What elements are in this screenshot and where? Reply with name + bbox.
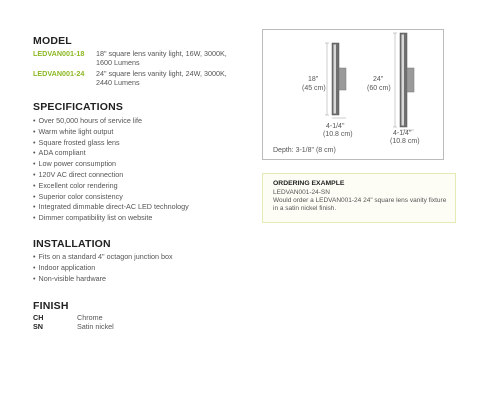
large-width-label: 4-1/4" xyxy=(393,130,412,137)
model-description-line: 2440 Lumens xyxy=(96,77,140,87)
finish-row xyxy=(33,322,153,332)
installation-item: • Non-visible hardware xyxy=(33,274,173,285)
finish-code: SN xyxy=(33,322,43,331)
model-description-line: 24" square lens vanity light, 24W, 3000K, xyxy=(96,69,227,78)
finish-heading: FINISH xyxy=(33,300,69,312)
model-heading: MODEL xyxy=(33,35,72,47)
spec-item: • Superior color consistency xyxy=(33,192,189,203)
model-code: LEDVAN001-24 xyxy=(33,69,85,78)
small-height-cm-label: (45 cm) xyxy=(302,85,326,92)
installation-item: • Fits on a standard 4" octagon junction box xyxy=(33,252,173,263)
model-code: LEDVAN001-18 xyxy=(33,49,85,58)
spec-item: • Warm white light output xyxy=(33,127,189,138)
ordering-example-code: LEDVAN001-24-SN xyxy=(273,189,330,196)
dimension-diagram xyxy=(262,29,444,160)
spec-item: • Over 50,000 hours of service life xyxy=(33,116,189,127)
installation-item: • Indoor application xyxy=(33,263,173,274)
model-row xyxy=(33,70,253,90)
spec-item: • ADA compliant xyxy=(33,148,189,159)
spec-item: • Dimmer compatibility list on website xyxy=(33,213,189,224)
model-row xyxy=(33,50,253,70)
installation-list xyxy=(33,252,173,284)
spec-item: • Integrated dimmable direct-AC LED technology xyxy=(33,202,189,213)
specifications-heading: SPECIFICATIONS xyxy=(33,101,124,113)
installation-heading: INSTALLATION xyxy=(33,238,111,250)
large-height-label: 24" xyxy=(373,76,384,83)
dimension-drawing xyxy=(263,30,443,159)
spec-item: • Low power consumption xyxy=(33,159,189,170)
model-description xyxy=(96,70,276,87)
model-description-line: 18" square lens vanity light, 16W, 3000K, xyxy=(96,49,227,58)
fixture-24-drawing xyxy=(393,33,414,130)
ordering-example-text: Would order a LEDVAN001-24 24" square lens vanity fixture in a satin nickel finish. xyxy=(273,197,447,213)
model-description xyxy=(96,50,276,67)
large-width-cm-label: (10.8 cm) xyxy=(390,138,420,145)
finish-name: Satin nickel xyxy=(77,322,114,331)
spec-item: • Square frosted glass lens xyxy=(33,138,189,149)
specifications-list xyxy=(33,116,189,224)
ordering-example-box xyxy=(262,173,456,223)
finish-code: CH xyxy=(33,313,44,322)
ordering-example-title: ORDERING EXAMPLE xyxy=(273,180,345,187)
small-height-label: 18" xyxy=(308,76,319,83)
model-description-line: 1600 Lumens xyxy=(96,57,140,67)
small-width-cm-label: (10.8 cm) xyxy=(323,131,353,138)
large-height-cm-label: (60 cm) xyxy=(367,85,391,92)
spec-item: • Excellent color rendering xyxy=(33,181,189,192)
finish-name: Chrome xyxy=(77,313,103,322)
small-width-label: 4-1/4" xyxy=(326,123,345,130)
fixture-18-drawing xyxy=(325,43,346,118)
spec-item: • 120V AC direct connection xyxy=(33,170,189,181)
depth-label: Depth: 3-1/8" (8 cm) xyxy=(273,147,336,154)
